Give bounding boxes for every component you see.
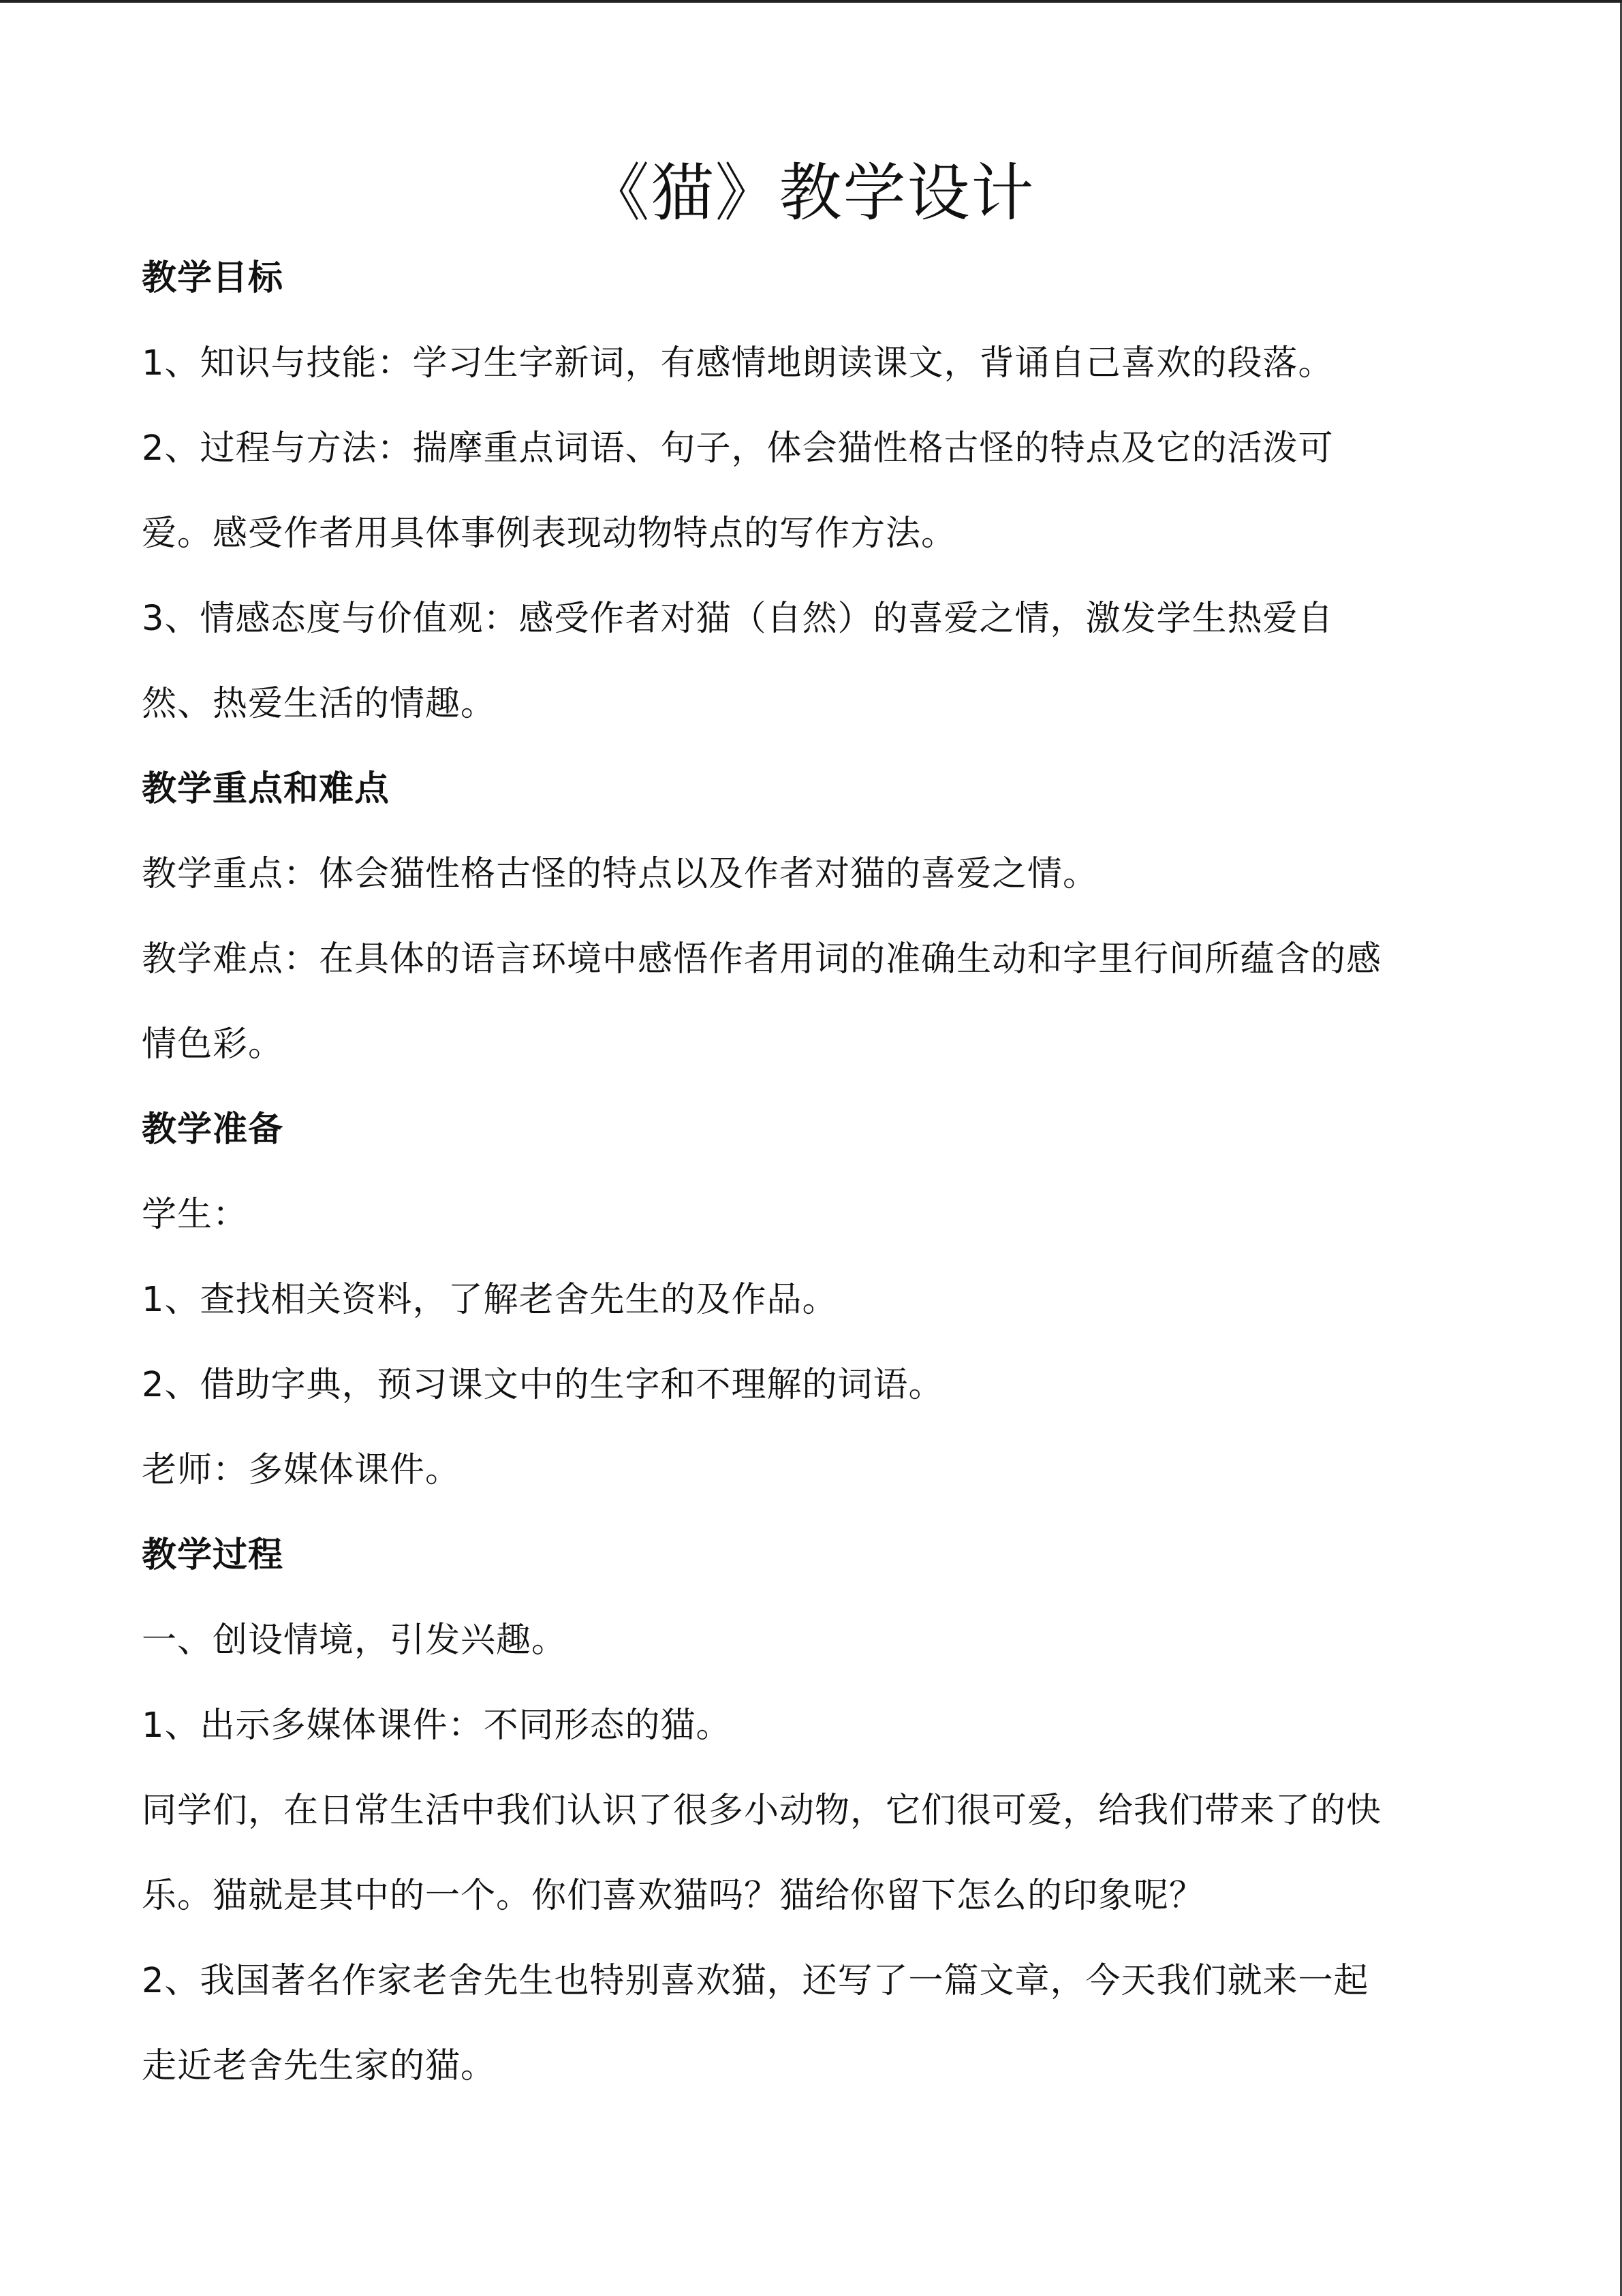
objective-item-3-line-1: 3、情感态度与价值观：感受作者对猫（自然）的喜爱之情，激发学生热爱自 <box>142 599 1334 639</box>
heading-objectives: 教学目标 <box>142 258 284 298</box>
process-step-1-paragraph-line-1: 同学们，在日常生活中我们认识了很多小动物，它们很可爱，给我们带来了的快 <box>142 1791 1382 1831</box>
heading-process: 教学过程 <box>142 1535 284 1575</box>
key-point-difficulty-line-1: 教学难点：在具体的语言环境中感悟作者用词的准确生动和字里行间所蕴含的感 <box>142 939 1382 979</box>
preparation-teacher: 老师：多媒体课件。 <box>142 1450 461 1490</box>
objective-item-3-line-2: 然、热爱生活的情趣。 <box>142 684 497 724</box>
process-step-1-item-2-line-1: 2、我国著名作家老舍先生也特别喜欢猫，还写了一篇文章，今天我们就来一起 <box>142 1961 1369 2001</box>
key-point-focus: 教学重点：体会猫性格古怪的特点以及作者对猫的喜爱之情。 <box>142 854 1099 894</box>
preparation-student-item-1: 1、查找相关资料，了解老舍先生的及作品。 <box>142 1280 838 1320</box>
heading-preparation: 教学准备 <box>142 1110 284 1150</box>
objective-item-2-line-1: 2、过程与方法：揣摩重点词语、句子，体会猫性格古怪的特点及它的活泼可 <box>142 428 1334 469</box>
preparation-student-item-2: 2、借助字典，预习课文中的生字和不理解的词语。 <box>142 1365 944 1405</box>
objective-item-2-line-2: 爱。感受作者用具体事例表现动物特点的写作方法。 <box>142 514 957 554</box>
process-step-1-item-1: 1、出示多媒体课件：不同形态的猫。 <box>142 1705 732 1746</box>
process-step-1-item-2-line-2: 走近老舍先生家的猫。 <box>142 2046 497 2086</box>
process-step-1-title: 一、创设情境，引发兴趣。 <box>142 1620 567 1661</box>
process-step-1-paragraph-line-2: 乐。猫就是其中的一个。你们喜欢猫吗？猫给你留下怎么的印象呢？ <box>142 1876 1205 1916</box>
document-title: 《猫》教学设计 <box>587 157 1035 230</box>
preparation-students-label: 学生： <box>142 1195 249 1235</box>
objective-item-1: 1、知识与技能：学习生字新词，有感情地朗读课文，背诵自己喜欢的段落。 <box>142 343 1334 383</box>
document-body <box>142 236 1504 2109</box>
heading-key-points: 教学重点和难点 <box>142 769 390 809</box>
key-point-difficulty-line-2: 情色彩。 <box>142 1024 284 1065</box>
